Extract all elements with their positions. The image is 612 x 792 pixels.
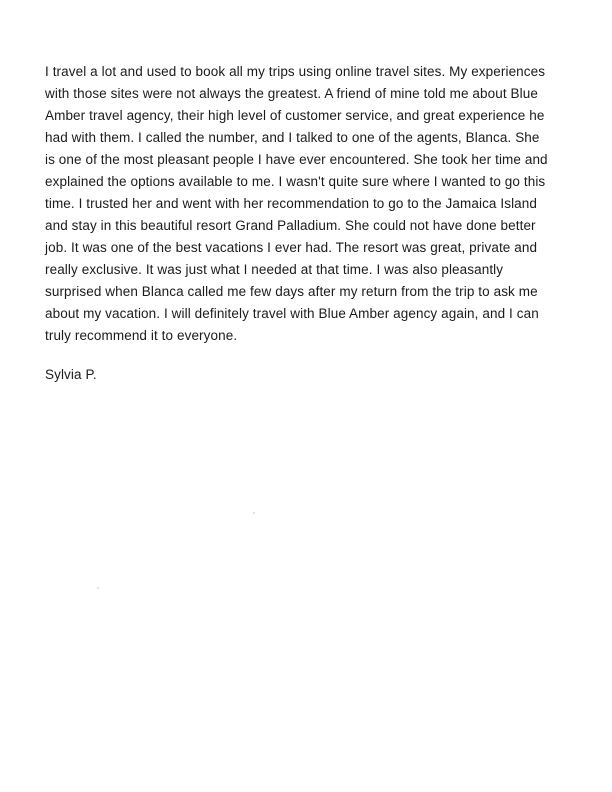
paragraph-line: is one of the most pleasant people I have ever encountered. She took her time and [45, 152, 548, 167]
signature: Sylvia P. [45, 367, 97, 382]
paragraph-line: with those sites were not always the greatest. A friend of mine told me about Blue [45, 86, 538, 101]
scan-speck [97, 587, 99, 589]
paragraph-line: really exclusive. It was just what I needed at that time. I was also pleasantly [45, 262, 504, 277]
paragraph-line: and stay in this beautiful resort Grand Palladium. She could not have done better [45, 218, 536, 233]
scan-speck [253, 512, 255, 514]
paragraph-line: had with them. I called the number, and I talked to one of the agents, Blanca. She [45, 130, 540, 145]
testimonial-paragraph [45, 61, 585, 386]
paragraph-line: surprised when Blanca called me few days after my return from the trip to ask me [45, 284, 538, 299]
paragraph-line: Amber travel agency, their high level of customer service, and great experience he [45, 108, 545, 123]
paragraph-line: about my vacation. I will definitely travel with Blue Amber agency again, and I can [45, 306, 539, 321]
paragraph-line: truly recommend it to everyone. [45, 328, 238, 343]
paragraph-line: I travel a lot and used to book all my trips using online travel sites. My experiences [45, 64, 546, 79]
paragraph-line: job. It was one of the best vacations I ever had. The resort was great, private and [45, 240, 538, 255]
paragraph-line: time. I trusted her and went with her recommendation to go to the Jamaica Island [45, 196, 538, 211]
paragraph-line: explained the options available to me. I wasn't quite sure where I wanted to go this [45, 174, 546, 189]
